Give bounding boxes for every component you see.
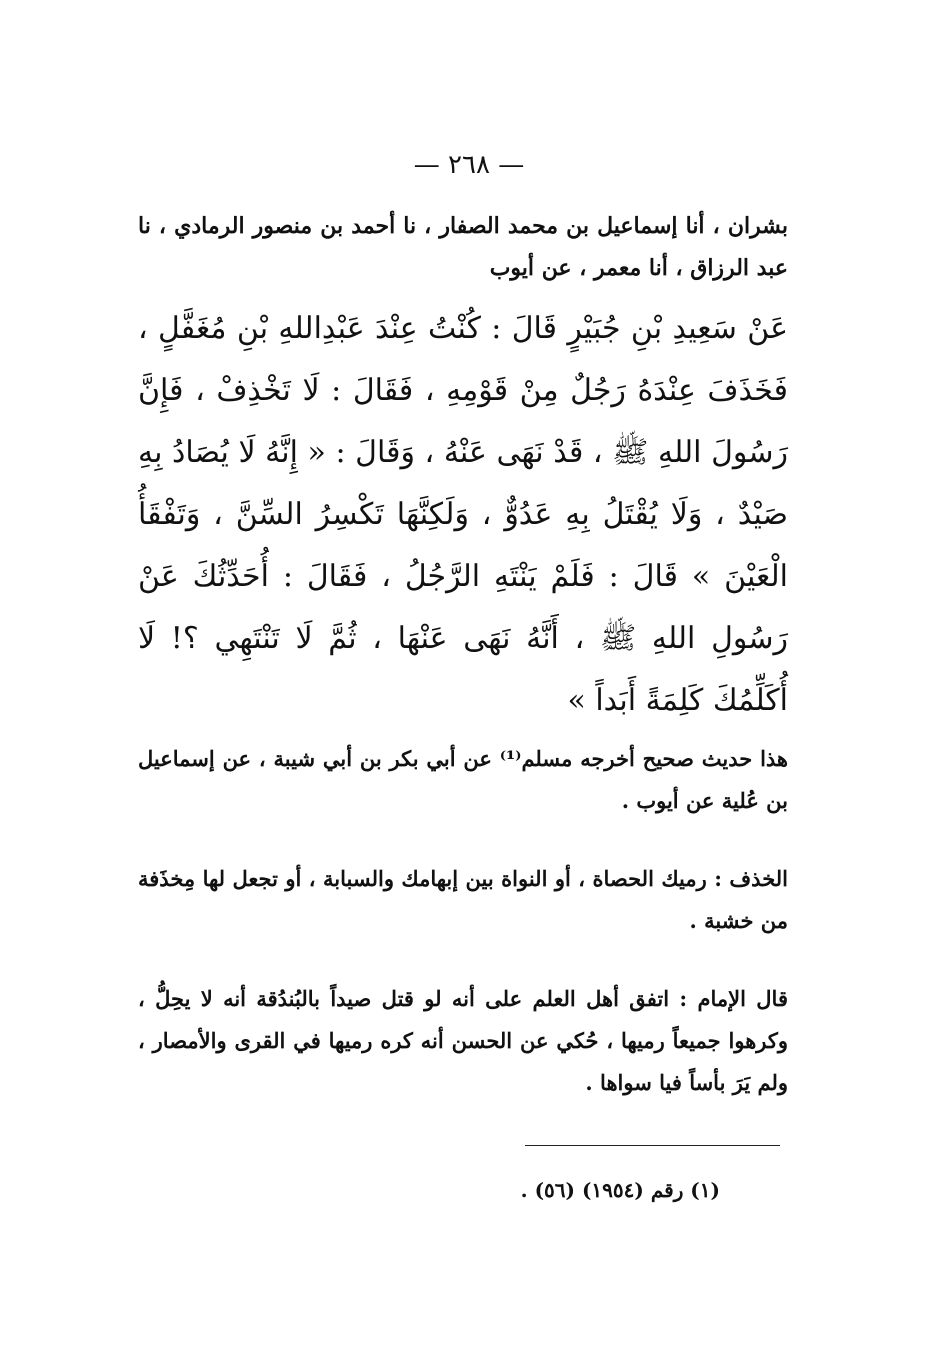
hadith-text: عَنْ سَعِيدِ بْنِ جُبَيْرٍ قَالَ : كُنْتُ عِنْدَ عَبْدِاللهِ بْنِ مُغَفَّلٍ ، فَخَذَفَ عِنْدَهُ رَجُلٌ مِنْ قَوْمِهِ ، فَقَالَ : لَا تَخْذِفْ ، فَإِنَّ رَسُولَ اللهِ ﷺ ، قَدْ نَهَى عَنْهُ ، وَقَالَ : « إِنَّهُ لَا يُصَادُ بِهِ صَيْدٌ ، وَلَا يُقْتَلُ بِهِ عَدُوٌّ ، وَلَكِنَّهَا تَكْسِرُ السِّنَّ ، وَتَفْقَأُ الْعَيْنَ » قَالَ : فَلَمْ يَنْتَهِ الرَّجُلُ ، فَقَالَ : أُحَدِّثُكَ عَنْ رَسُولِ اللهِ ﷺ ، أَنَّهُ نَهَى عَنْهَا ، ثُمَّ لَا تَنْتَهِي ؟! لَا أُكَلِّمُكَ كَلِمَةً أَبَداً »: [138, 311, 788, 718]
definition-paragraph: الخذف : رميك الحصاة ، أو النواة بين إبهامك والسبابة ، أو تجعل لها مِخذَفة من خشبة .: [138, 866, 788, 933]
authenticity-paragraph: هذا حديث صحيح أخرجه مسلم⁽¹⁾ عن أبي بكر بن أبي شيبة ، عن إسماعيل بن عُلية عن أيوب .: [138, 746, 788, 813]
imam-statement-paragraph: قال الإمام : اتفق أهل العلم على أنه لو قتل صيداً بالبُندُقة أنه لا يحِلُّ ، وكرهوا جميعاً رميها ، حُكي عن الحسن أنه كره رميها في القرى والأمصار ، ولم يَرَ بأساً فيا سواها .: [138, 986, 788, 1095]
footnote-divider: [525, 1145, 780, 1146]
footnote: (١) رقم (١٩٥٤) (٥٦) .: [520, 1178, 720, 1202]
isnad-chain: بشران ، أنا إسماعيل بن محمد الصفار ، نا أحمد بن منصور الرمادي ، نا عبد الرزاق ، أنا معمر ، عن أيوب: [138, 213, 788, 281]
page-number: — ٢٦٨ —: [413, 150, 525, 180]
